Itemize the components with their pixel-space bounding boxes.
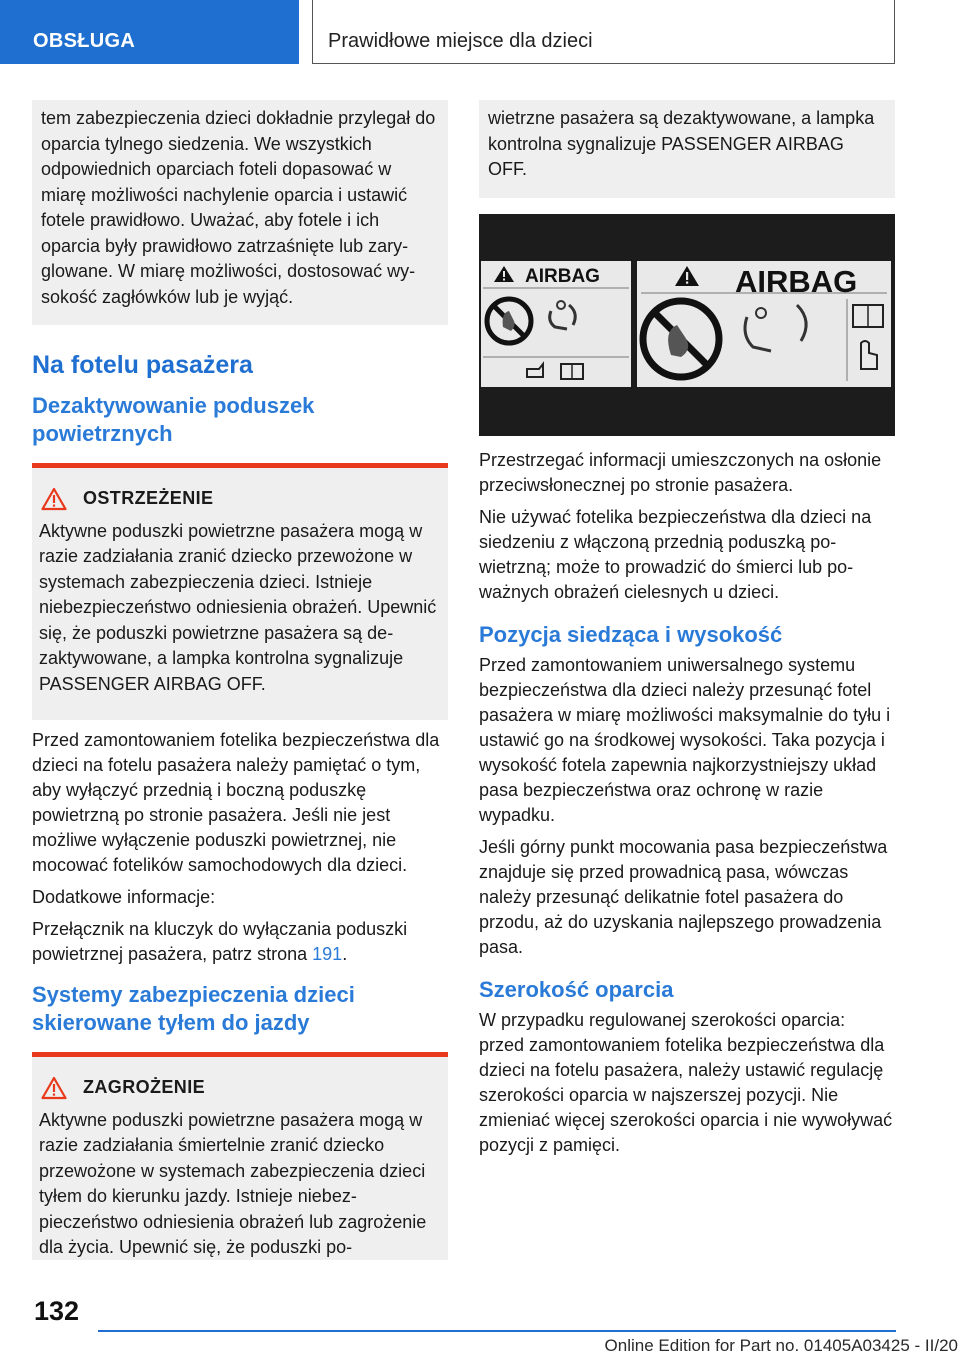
page-number: 132 — [34, 1296, 80, 1326]
left-column — [32, 100, 448, 1260]
large-airbag-text: AIRBAG — [735, 264, 858, 299]
warning-box — [32, 463, 448, 720]
heading-seat-position: Pozycja siedząca i wysokość — [479, 622, 783, 647]
paragraph-sun-visor: Przestrzegać informacji umieszczonych na osłonie przeciwsłonecznej po stronie pasażera. — [479, 450, 882, 495]
warning-header — [41, 486, 440, 512]
danger-text: Aktywne poduszki powietrzne pasażera mogą w razie zadziałania śmiertelnie zranić dziecko przewożone w systemach zabezpieczenia dzieci tyłem do kierunku jazdy. Istnieje niebezpieczeństwo odniesienia obrażeń lub zagrożenie dla życia. Upewnić się, że poduszki po- — [39, 1109, 427, 1257]
danger-box — [32, 1052, 448, 1260]
footer-edition: Online Edition for Part no. 01405A03425 - II/20 — [604, 1336, 958, 1355]
page-link-191[interactable]: 191 — [312, 944, 343, 964]
section-tab: OBSŁUGA — [0, 0, 299, 64]
heading-backrest-width: Szerokość oparcia — [479, 977, 674, 1002]
page-header-title: Prawidłowe miejsce dla dzieci — [312, 0, 895, 64]
paragraph-deactivate: Przed zamontowaniem fotelika bezpieczeństwa dla dzieci na fotelu pasażera należy pamiętać o tym, aby wyłączyć przednią i boczną poduszkę powietrzną po stronie pasażera. Jeśli nie jest możliwe wyłączenie poduszki powietrznej, nie mocować fotelików samochodowych dla dzieci. — [32, 730, 440, 875]
warning-triangle-icon — [41, 487, 67, 511]
period: . — [342, 944, 348, 964]
warning-title: OSTRZEŻENIE — [83, 488, 214, 508]
key-switch-text: Przełącznik na kluczyk do wyłączania poduszki powietrznej pasażera, patrz strona — [32, 919, 408, 964]
large-airbag-label — [637, 261, 891, 387]
warning-text: Aktywne poduszki powietrzne pasażera mogą w razie zadziałania zranić dziecko przewożone w systemach zabezpieczenia dzieci. Istnieje niebezpieczeństwo odniesienia obrażeń. Upewnić się, że poduszki powietrzne pasażera są dezaktywowane, a lampka kontrolna sygnalizuje PASSENGER AIRBAG OFF. — [39, 520, 437, 694]
paragraph-position-1: Przed zamontowaniem uniwersalnego systemu bezpieczeństwa dla dzieci należy przesunąć fotel pasażera w miarę możliwości maksymalnie do tyłu i ustawić go na środkowej wysokości. Taka pozycja i wysokość fotela zapewnia najkorzystniejszy układ pasa bezpieczeństwa oraz ochronę w razie wypadku. — [479, 655, 891, 825]
footer-divider — [98, 1330, 896, 1332]
heading-passenger-seat: Na fotelu pasażera — [32, 351, 253, 379]
danger-title: ZAGROŻENIE — [83, 1077, 206, 1097]
danger-header — [41, 1075, 440, 1101]
paragraph-position-2: Jeśli górny punkt mocowania pasa bezpieczeństwa znajduje się przed prowadnicą pasa, wówczas należy przesunąć delikatnie fotel pasażera do przodu, aż do uzyskania najlepszego prowadzenia pasa. — [479, 837, 888, 957]
heading-deactivate-airbags: Dezaktywowanie poduszek powietrznych — [32, 393, 315, 446]
small-airbag-label — [481, 261, 631, 387]
paragraph-more-info: Dodatkowe informacje: — [32, 887, 216, 907]
right-column — [479, 100, 895, 1165]
paragraph-key-switch — [32, 917, 448, 967]
airbag-label-photo — [479, 214, 895, 436]
continued-note-box: wietrzne pasażera są dezaktywowane, a lampka kontrolna sygnalizuje PASSENGER AIRBAG OFF. — [479, 100, 895, 198]
small-airbag-text: AIRBAG — [525, 266, 600, 287]
warning-triangle-icon — [41, 1076, 67, 1100]
intro-note-box: tem zabezpieczenia dzieci dokładnie przylegał do oparcia tylnego siedzenia. We wszystkich odpowiednich oparciach foteli dopasować w miarę możliwości nachylenie oparcia i ustawić fotele prawidłowo. Uważać, aby fotele i ich oparcia były prawidłowo zatrzaśnięte lub zaryglowane. W miarę możliwości, dostosować wysokość zagłówków lub je wyjąć. — [32, 100, 448, 325]
paragraph-no-active-airbag: Nie używać fotelika bezpieczeństwa dla dzieci na siedzeniu z włączoną przednią poduszką powietrzną; może to prowadzić do śmierci lub poważnych obrażeń cielesnych u dzieci. — [479, 507, 872, 602]
heading-rear-facing: Systemy zabezpieczenia dzieci skierowane tyłem do jazdy — [32, 982, 355, 1035]
paragraph-backrest-width: W przypadku regulowanej szerokości oparcia: przed zamontowaniem fotelika bezpieczeństwa dla dzieci na fotelu pasażera, należy ustawić regulację szerokości oparcia w najszerszej pozycji. Nie zmieniać więcej szerokości oparcia i nie wywoływać pozycji z pamięci. — [479, 1010, 893, 1155]
